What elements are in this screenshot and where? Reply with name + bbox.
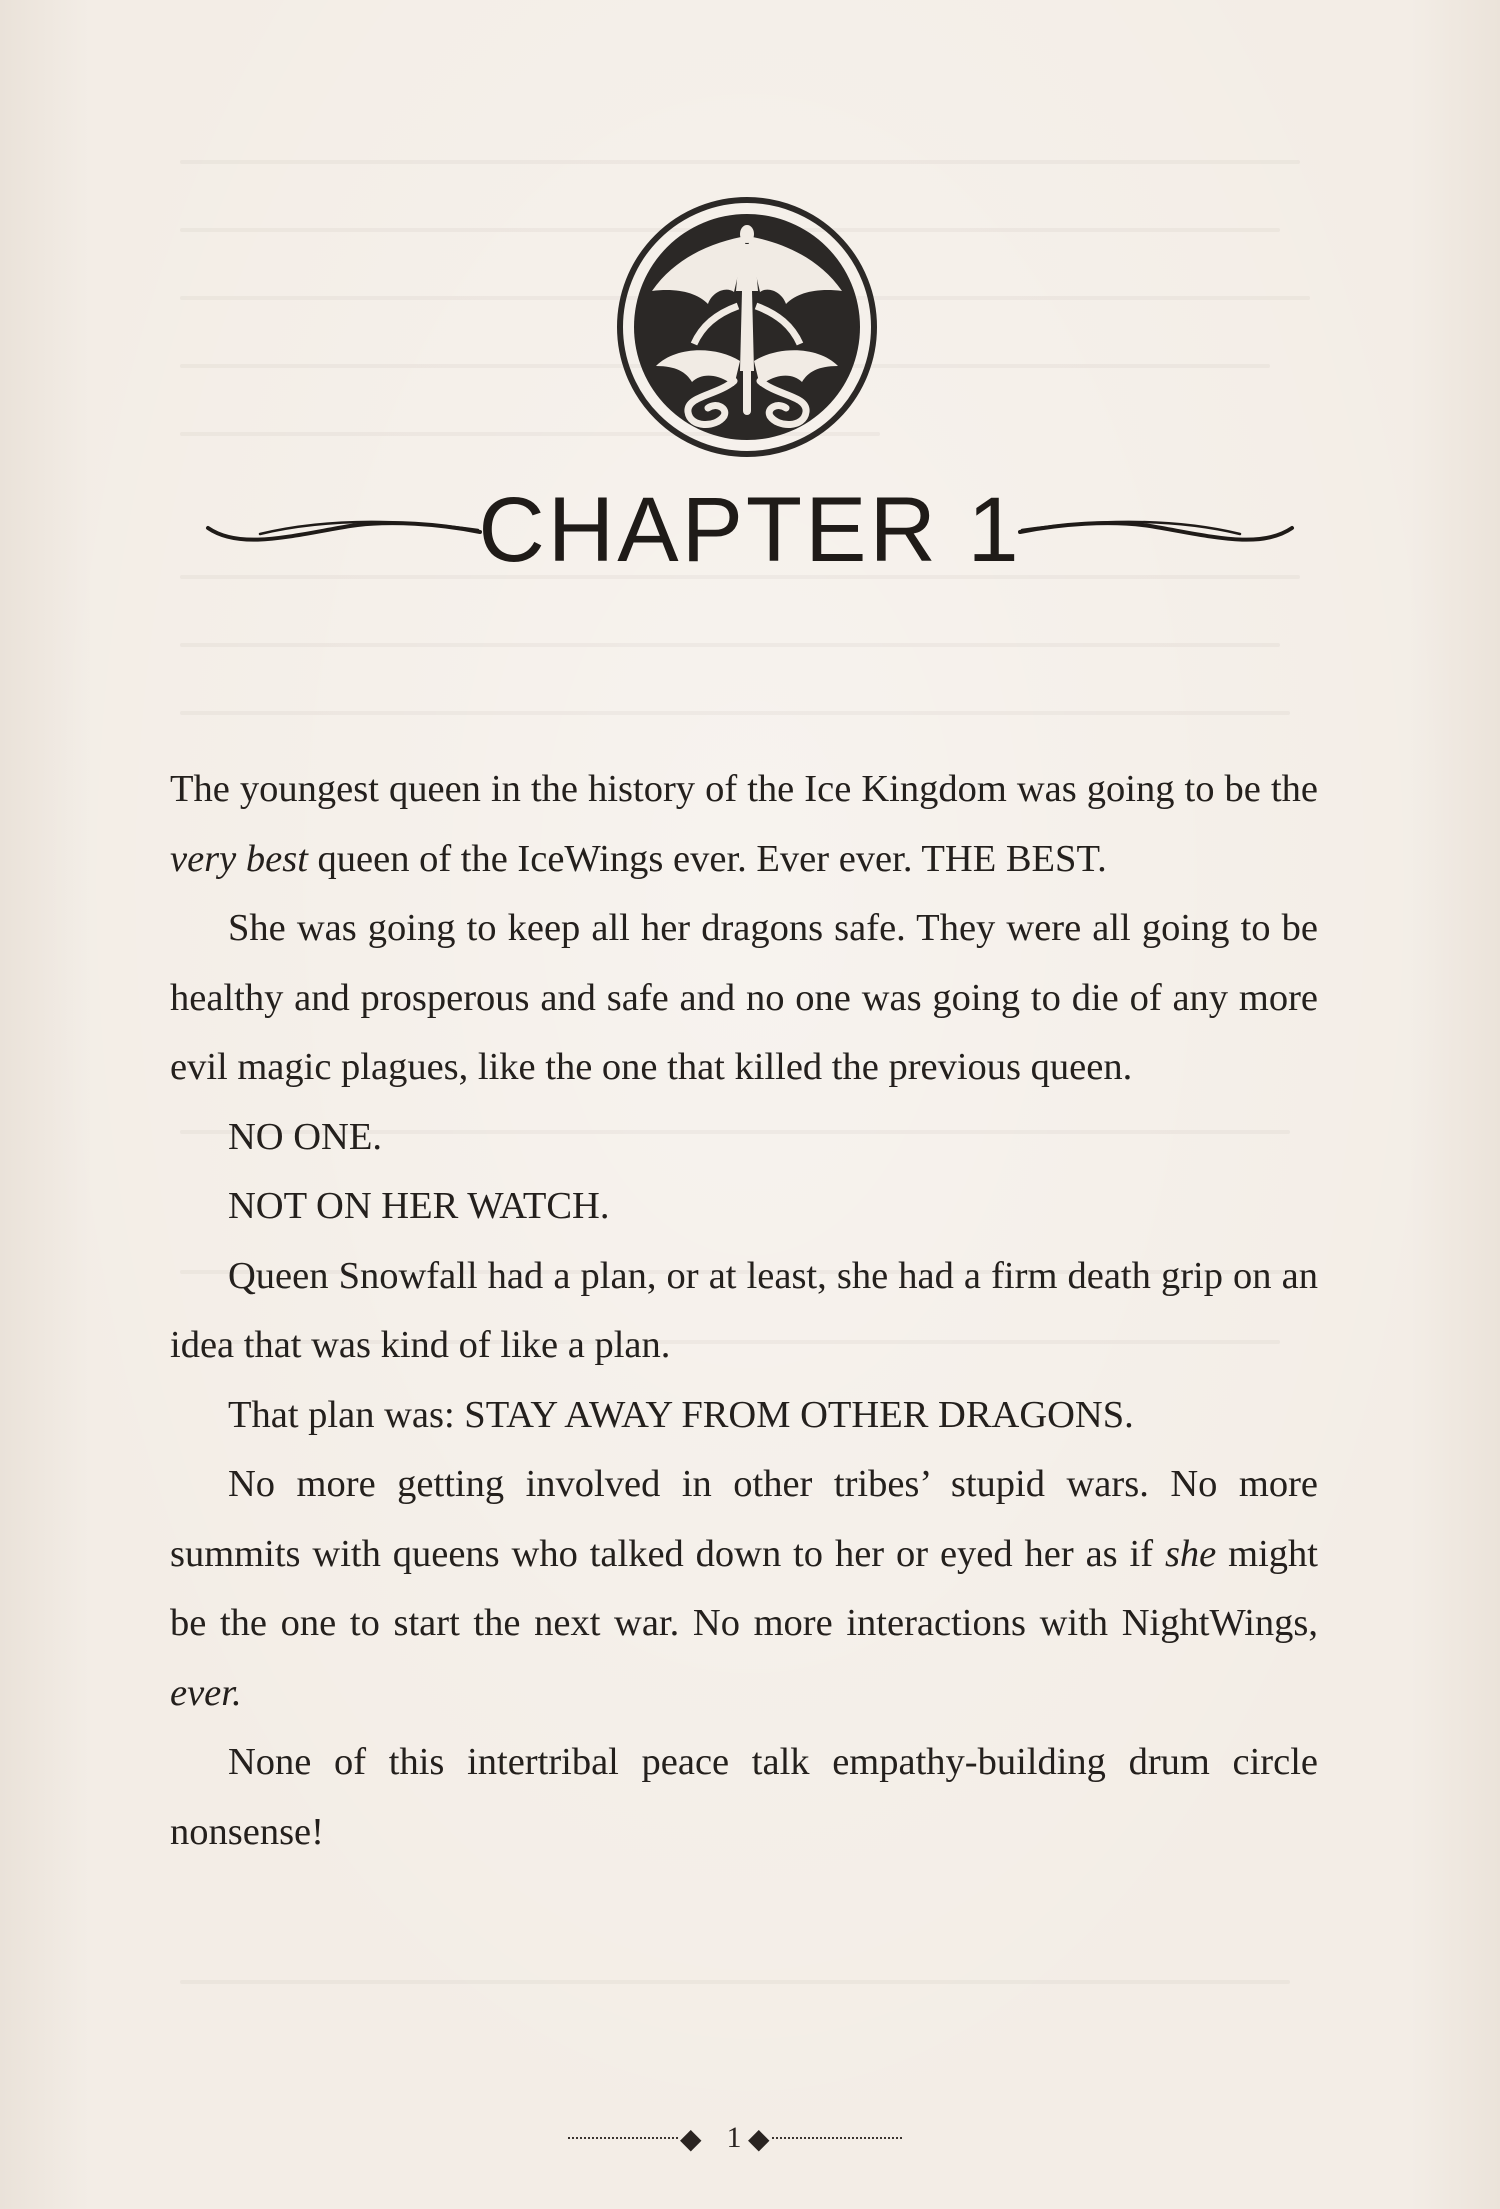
emphasized-text: she (1164, 1532, 1217, 1575)
folio-arrow-right-icon: ◆ (680, 2122, 702, 2155)
body-paragraph (170, 755, 1318, 894)
folio-arrow-left-icon: ◆ (748, 2122, 770, 2155)
folio-dotted-rule-left (568, 2137, 678, 2139)
icewing-emblem-icon (616, 196, 878, 458)
paragraph-text: She was going to keep all her dragons safe. They were all going to be healthy and prosperous and safe and no one was going to die of any more evil magic plagues, like the one that killed the previous queen. (170, 907, 1318, 1088)
paragraph-text: No more getting involved in other tribes’ stupid wars. No more summits with queens who talked down to her or eyed her as if (170, 1463, 1318, 1575)
paragraph-text: That plan was: STAY AWAY FROM OTHER DRAGONS. (228, 1393, 1134, 1436)
folio-dotted-rule-right (772, 2137, 902, 2139)
emphasized-text: very best (170, 837, 308, 880)
paragraph-text: queen of the IceWings ever. Ever ever. THE BEST. (307, 837, 1107, 880)
paragraph-text: None of this intertribal peace talk empathy-building drum circle nonsense! (170, 1741, 1318, 1853)
body-paragraph (170, 894, 1318, 1103)
body-paragraph (170, 1728, 1318, 1867)
body-paragraph (170, 1450, 1318, 1728)
page-folio (0, 2115, 1500, 2165)
page-number: 1 (726, 2121, 742, 2154)
chapter-title: CHAPTER 1 (478, 479, 1022, 581)
paragraph-text: might be the one to start the next war. No more interactions with NightWings, (170, 1532, 1318, 1644)
body-paragraph (170, 1103, 1318, 1173)
emphasized-text: ever. (170, 1671, 242, 1714)
paragraph-text: The youngest queen in the history of the Ice Kingdom was going to be the (170, 768, 1318, 810)
chapter-body-text (170, 755, 1318, 1867)
chapter-heading (200, 470, 1300, 590)
body-paragraph (170, 1172, 1318, 1242)
paragraph-text: NO ONE. (228, 1115, 382, 1158)
body-paragraph (170, 1242, 1318, 1381)
body-paragraph (170, 1381, 1318, 1451)
paragraph-text: NOT ON HER WATCH. (228, 1185, 610, 1227)
paragraph-text: Queen Snowfall had a plan, or at least, she had a firm death grip on an idea that was kind of like a plan. (170, 1254, 1318, 1366)
